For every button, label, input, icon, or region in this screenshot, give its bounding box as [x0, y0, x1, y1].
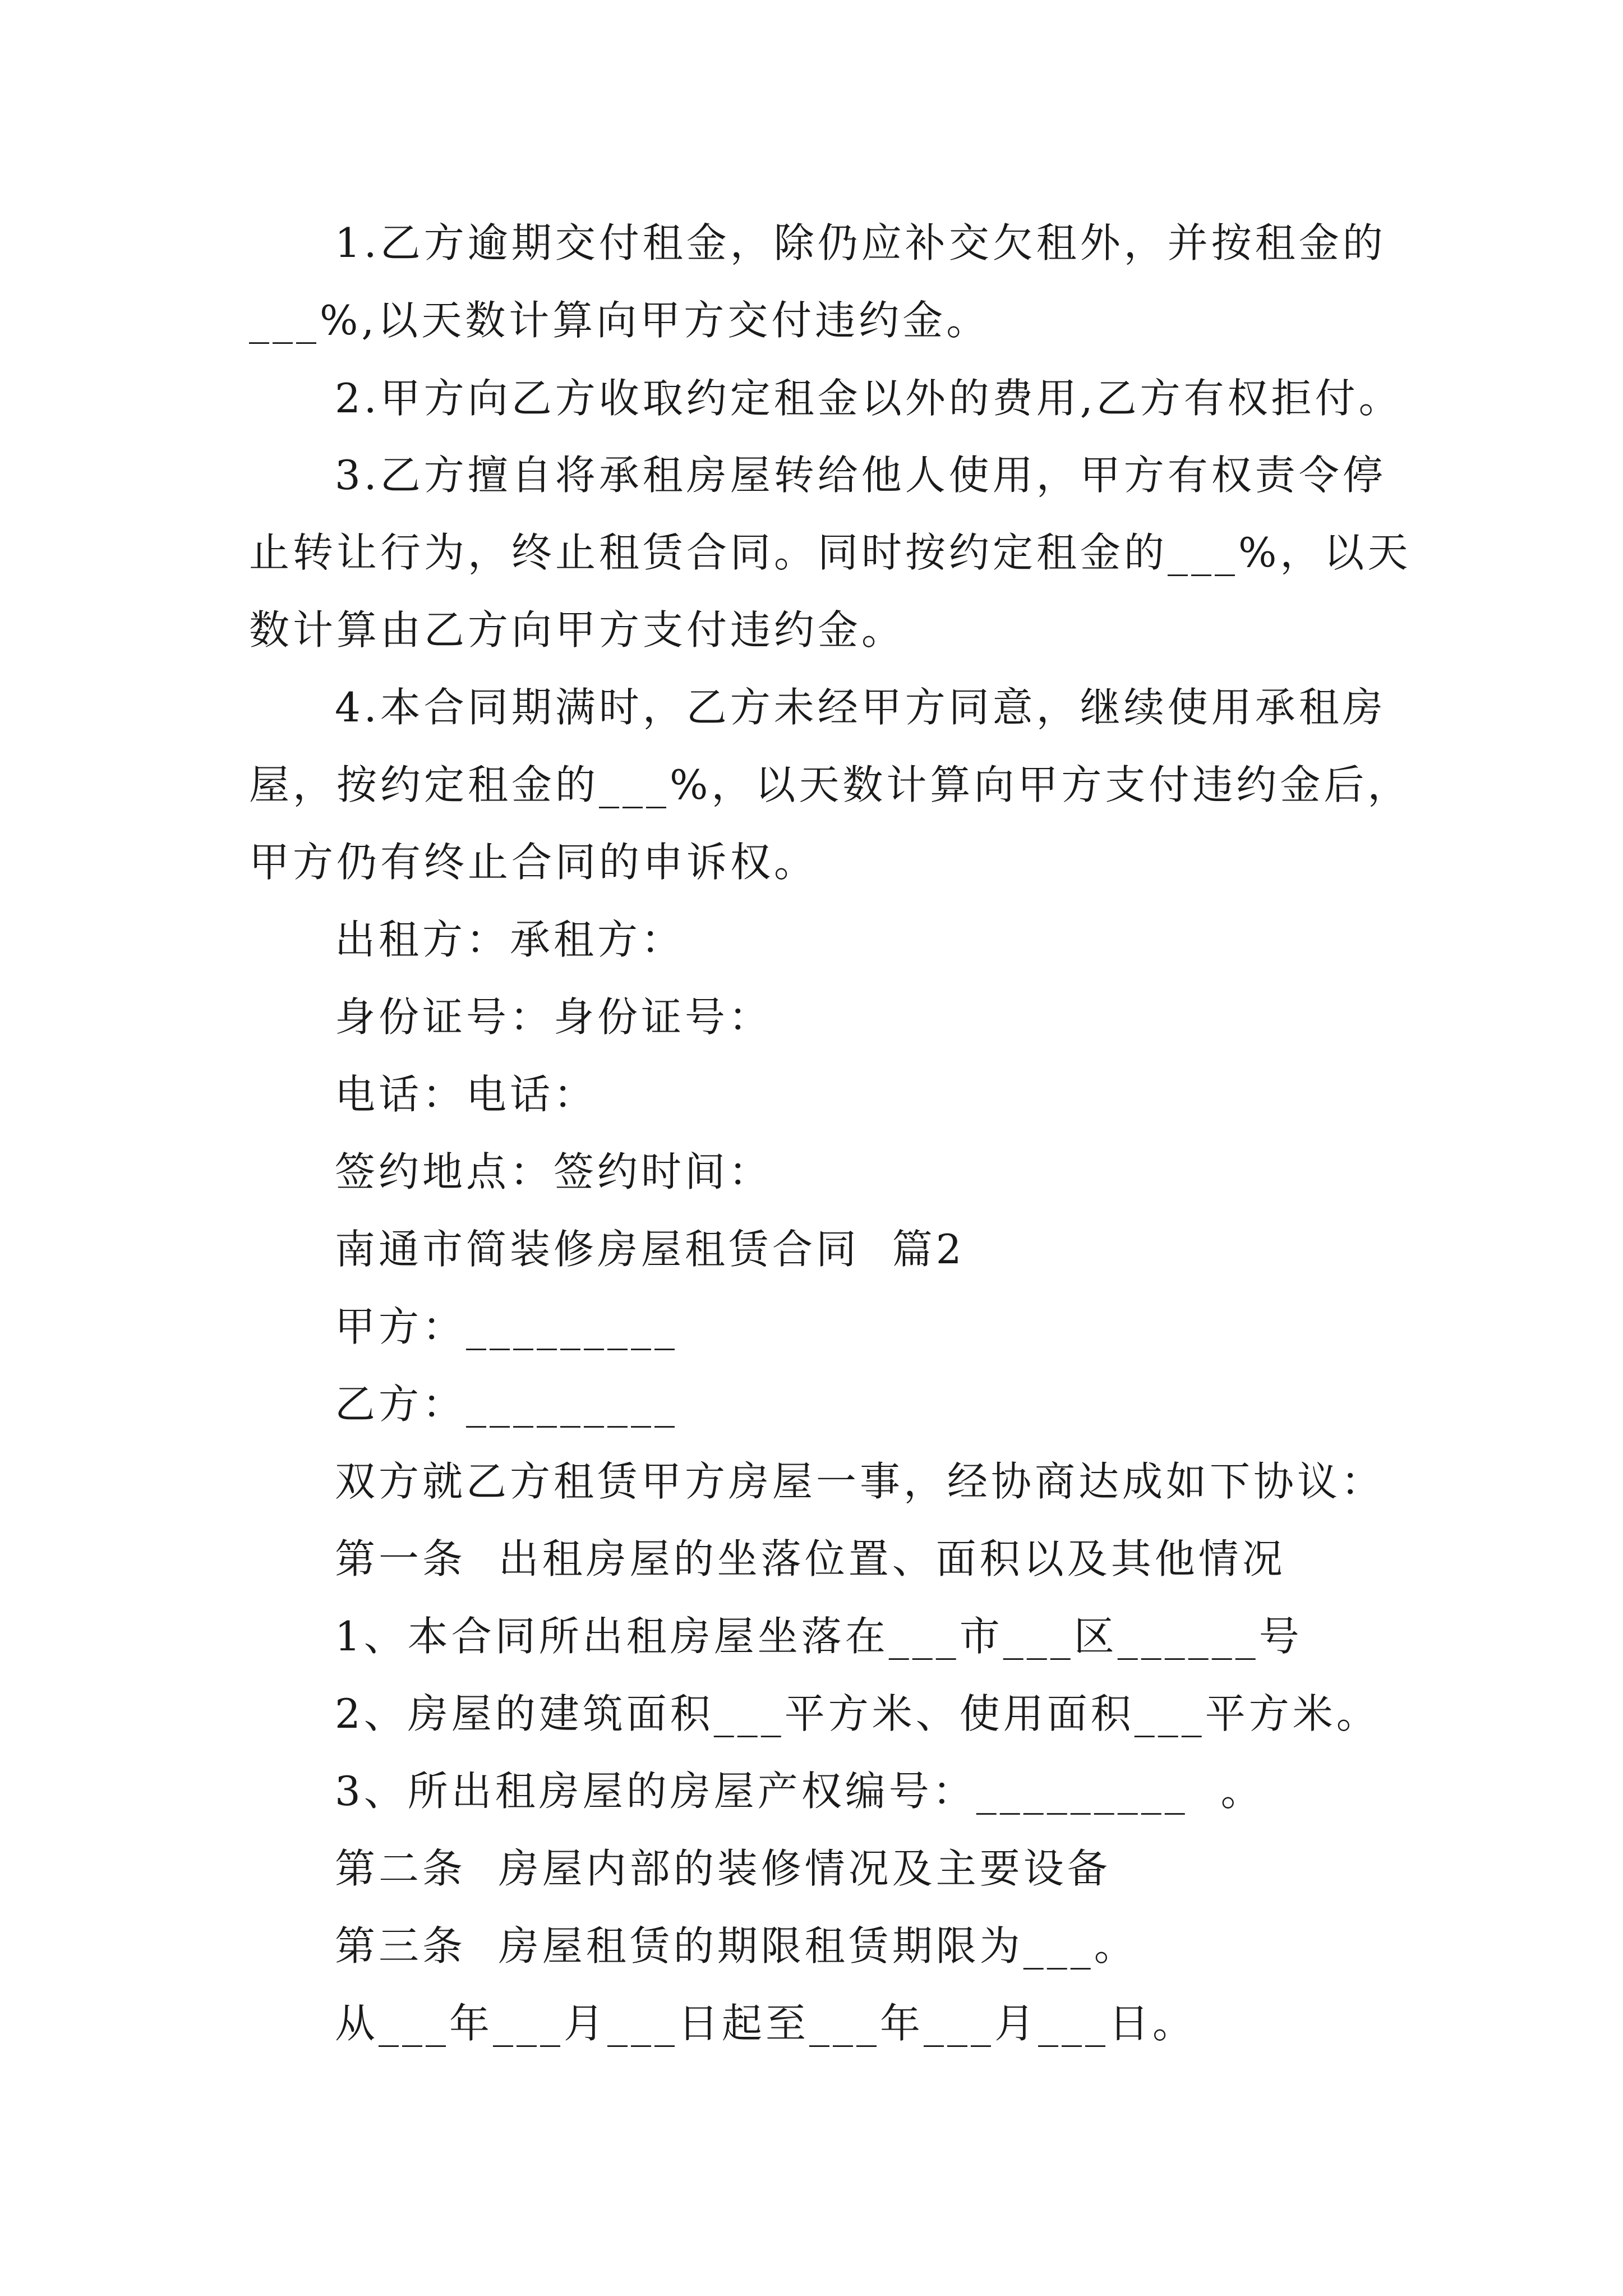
agreement-intro-line: 双方就乙方租赁甲方房屋一事，经协商达成如下协议： — [335, 1458, 1385, 1505]
lease-period-line: 从___年___月___日起至___年___月___日。 — [335, 2000, 1197, 2047]
clause-1-line-2: ___%,以天数计算向甲方交付违约金。 — [249, 297, 990, 344]
id-number-line: 身份证号：身份证号： — [335, 993, 773, 1041]
clause-1-line-1: 1.乙方逾期交付租金，除仍应补交欠租外，并按租金的 — [335, 219, 1386, 266]
clause-3-line-1: 3.乙方擅自将承租房屋转给他人使用，甲方有权责令停 — [335, 452, 1386, 499]
clause-3-line-2: 止转让行为，终止租赁合同。同时按约定租金的___%，以天 — [249, 529, 1412, 576]
clause-4-line-3: 甲方仍有终止合同的申诉权。 — [249, 839, 818, 886]
article-1-heading: 第一条 出租房屋的坐落位置、面积以及其他情况 — [335, 1535, 1286, 1582]
article-1-item-3: 3、所出租房屋的房屋产权编号：_________ 。 — [335, 1768, 1265, 1815]
phone-line: 电话：电话： — [335, 1071, 598, 1118]
article-2-heading: 第二条 房屋内部的装修情况及主要设备 — [335, 1845, 1111, 1892]
article-1-item-2: 2、房屋的建筑面积___平方米、使用面积___平方米。 — [335, 1690, 1380, 1737]
clause-4-line-1: 4.本合同期满时，乙方未经甲方同意，继续使用承租房 — [335, 684, 1386, 731]
party-b-line: 乙方：_________ — [335, 1381, 679, 1428]
clause-3-line-3: 数计算由乙方向甲方支付违约金。 — [249, 606, 906, 654]
clause-2-line: 2.甲方向乙方收取约定租金以外的费用,乙方有权拒付。 — [335, 375, 1403, 422]
signing-place-time-line: 签约地点：签约时间： — [335, 1148, 773, 1195]
lessor-lessee-line: 出租方：承租方： — [335, 916, 685, 963]
article-3-heading: 第三条 房屋租赁的期限租赁期限为___。 — [335, 1922, 1138, 1970]
article-1-item-1: 1、本合同所出租房屋坐落在___市___区______号 — [335, 1613, 1303, 1660]
section-title: 南通市简装修房屋租赁合同 篇2 — [335, 1226, 965, 1273]
clause-4-line-2: 屋，按约定租金的___%，以天数计算向甲方支付违约金后， — [249, 761, 1412, 808]
party-a-line: 甲方：_________ — [335, 1303, 679, 1350]
